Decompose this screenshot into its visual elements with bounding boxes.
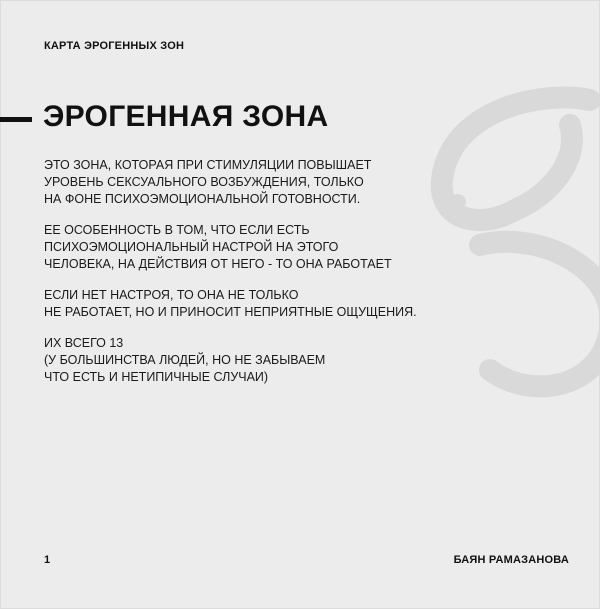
paragraph-line: ПСИХОЭМОЦИОНАЛЬНЫЙ НАСТРОЙ НА ЭТОГО [44,240,339,254]
paragraph-line: ИХ ВСЕГО 13 [44,336,124,350]
paragraph-line: ЕЕ ОСОБЕННОСТЬ В ТОМ, ЧТО ЕСЛИ ЕСТЬ [44,223,310,237]
paragraph-line: УРОВЕНЬ СЕКСУАЛЬНОГО ВОЗБУЖДЕНИЯ, ТОЛЬКО [44,175,364,189]
paragraph [44,157,484,208]
author-name: БАЯН РАМАЗАНОВА [453,554,569,566]
body-text [44,157,484,400]
paragraph-line: НА ФОНЕ ПСИХОЭМОЦИОНАЛЬНОЙ ГОТОВНОСТИ. [44,192,361,206]
paragraph-line: НЕ РАБОТАЕТ, НО И ПРИНОСИТ НЕПРИЯТНЫЕ ОЩУЩЕНИЯ. [44,305,417,319]
paragraph-line: ЧТО ЕСТЬ И НЕТИПИЧНЫЕ СЛУЧАИ) [44,370,269,384]
paragraph-line: ЧЕЛОВЕКА, НА ДЕЙСТВИЯ ОТ НЕГО - ТО ОНА РАБОТАЕТ [44,257,392,271]
paragraph [44,335,484,386]
header-label: КАРТА ЭРОГЕННЫХ ЗОН [44,40,185,52]
page-number: 1 [44,554,51,566]
paragraph [44,222,484,273]
title-dash [0,117,32,122]
paragraph [44,287,484,321]
page-title: ЭРОГЕННАЯ ЗОНА [43,100,329,133]
paragraph-line: ЭТО ЗОНА, КОТОРАЯ ПРИ СТИМУЛЯЦИИ ПОВЫШАЕТ [44,158,372,172]
paragraph-line: (У БОЛЬШИНСТВА ЛЮДЕЙ, НО НЕ ЗАБЫВАЕМ [44,353,326,367]
paragraph-line: ЕСЛИ НЕТ НАСТРОЯ, ТО ОНА НЕ ТОЛЬКО [44,288,299,302]
